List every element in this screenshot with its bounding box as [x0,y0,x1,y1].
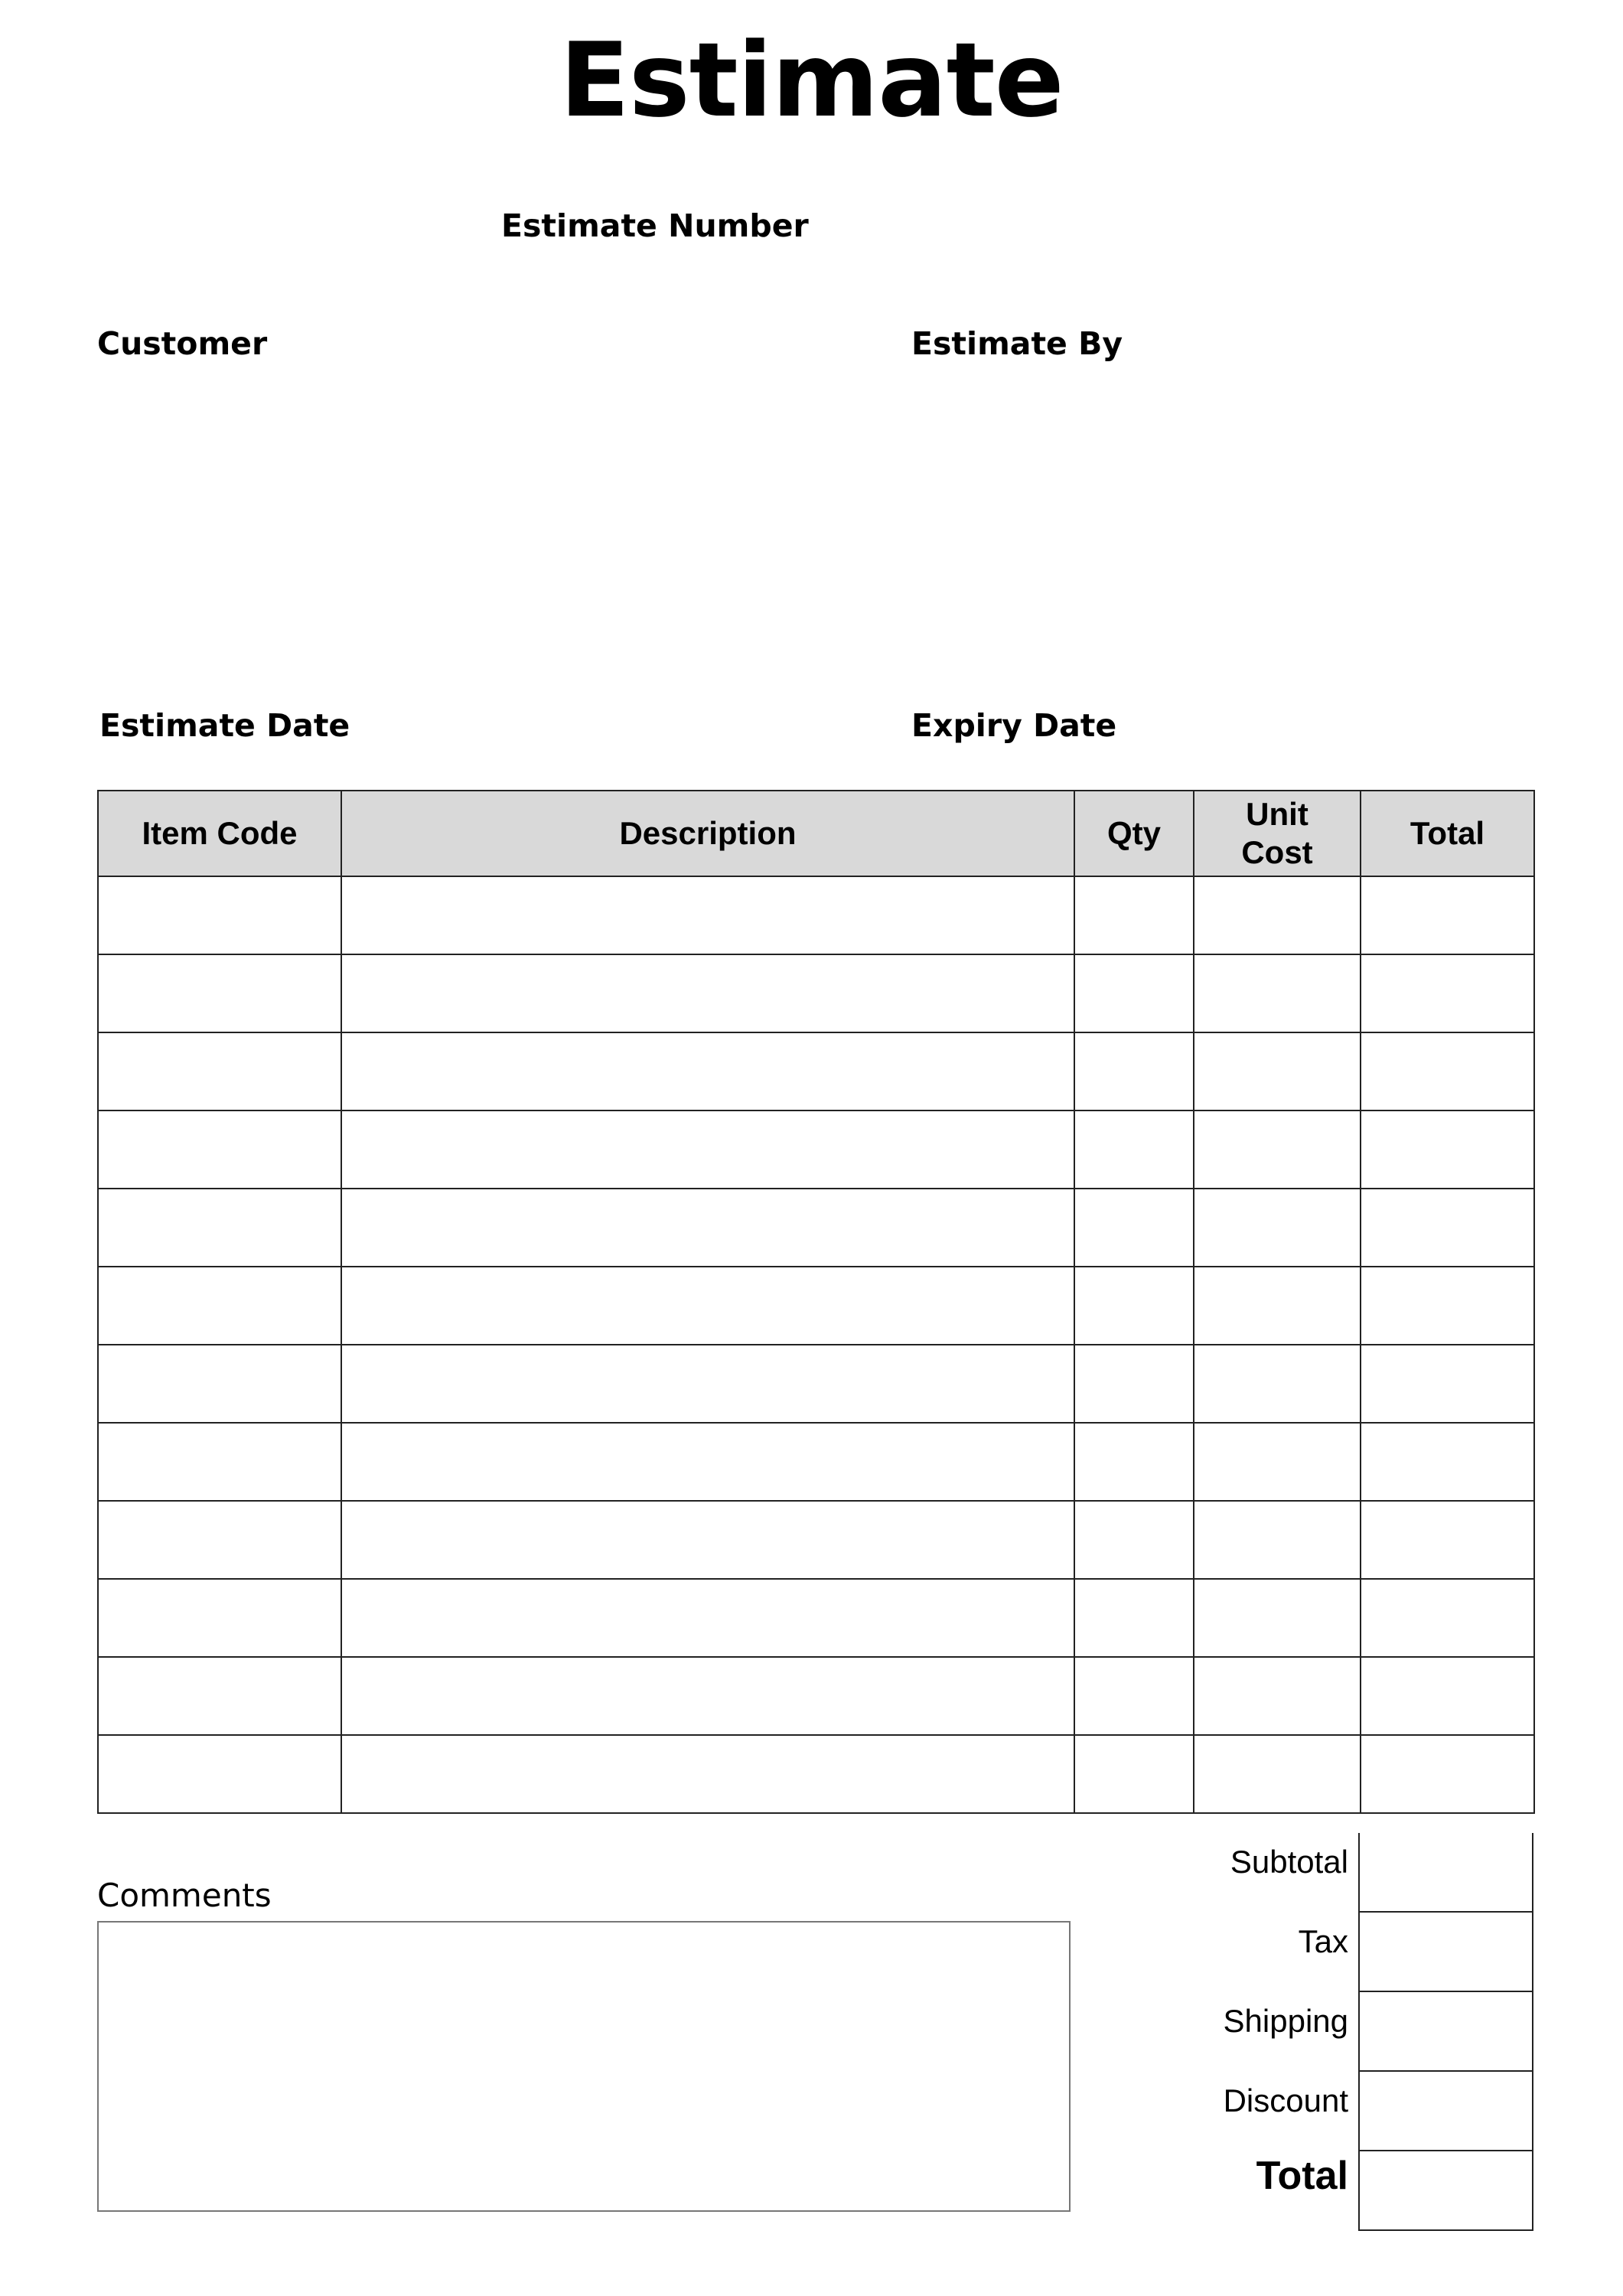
unit-cost-cell[interactable] [1194,954,1361,1032]
unit-cost-cell[interactable] [1194,1657,1361,1735]
subtotal-field[interactable] [1358,1833,1533,1913]
table-body [98,876,1534,1813]
table-row [98,876,1534,954]
grand-total-field[interactable] [1358,2151,1533,2231]
item-code-cell[interactable] [98,1423,341,1501]
item-code-cell[interactable] [98,1110,341,1189]
unit-cost-cell[interactable] [1194,1501,1361,1579]
description-cell[interactable] [341,1657,1074,1735]
description-cell[interactable] [341,1032,1074,1110]
total-cell[interactable] [1361,1735,1534,1813]
comments-label: Comments [97,1877,272,1914]
shipping-label: Shipping [1223,2003,1348,2039]
expiry-date-label: Expiry Date [911,707,1117,744]
qty-cell[interactable] [1074,1345,1194,1423]
subtotal-label: Subtotal [1230,1844,1348,1880]
qty-cell[interactable] [1074,1735,1194,1813]
total-cell[interactable] [1361,876,1534,954]
discount-field[interactable] [1358,2072,1533,2151]
tax-field[interactable] [1358,1913,1533,1992]
table-row [98,1189,1534,1267]
comments-box[interactable] [97,1921,1071,2212]
item-code-cell[interactable] [98,1032,341,1110]
description-cell[interactable] [341,1579,1074,1657]
qty-cell[interactable] [1074,954,1194,1032]
total-cell[interactable] [1361,1423,1534,1501]
grand-total-label: Total [1256,2154,1348,2198]
item-code-cell[interactable] [98,1657,341,1735]
item-code-cell[interactable] [98,1501,341,1579]
tax-label: Tax [1298,1923,1348,1959]
unit-cost-header [1194,791,1361,876]
description-header: Description [341,791,1074,876]
total-cell[interactable] [1361,1032,1534,1110]
table-row [98,1423,1534,1501]
total-header: Total [1361,791,1534,876]
description-cell[interactable] [341,1735,1074,1813]
unit-cost-cell[interactable] [1194,1423,1361,1501]
item-code-cell[interactable] [98,1735,341,1813]
item-code-cell[interactable] [98,1267,341,1345]
unit-cost-cell[interactable] [1194,1110,1361,1189]
table-row [98,1110,1534,1189]
shipping-field[interactable] [1358,1992,1533,2072]
unit-cost-cell[interactable] [1194,1267,1361,1345]
total-cell[interactable] [1361,1267,1534,1345]
description-cell[interactable] [341,954,1074,1032]
line-items-table [97,790,1535,1814]
total-cell[interactable] [1361,954,1534,1032]
table-row [98,1032,1534,1110]
total-cell[interactable] [1361,1501,1534,1579]
qty-cell[interactable] [1074,1032,1194,1110]
total-cell[interactable] [1361,1189,1534,1267]
item-code-cell[interactable] [98,1345,341,1423]
unit-cost-cell[interactable] [1194,1189,1361,1267]
qty-cell[interactable] [1074,876,1194,954]
unit-cost-header-line1: Unit [1246,796,1309,832]
description-cell[interactable] [341,1345,1074,1423]
qty-cell[interactable] [1074,1110,1194,1189]
qty-cell[interactable] [1074,1579,1194,1657]
item-code-cell[interactable] [98,1189,341,1267]
item-code-cell[interactable] [98,954,341,1032]
qty-cell[interactable] [1074,1189,1194,1267]
qty-cell[interactable] [1074,1501,1194,1579]
item-code-cell[interactable] [98,876,341,954]
page-title: Estimate [559,21,1064,140]
qty-cell[interactable] [1074,1267,1194,1345]
qty-header: Qty [1074,791,1194,876]
customer-label: Customer [97,325,268,362]
unit-cost-header-line2: Cost [1241,834,1313,870]
unit-cost-cell[interactable] [1194,876,1361,954]
description-cell[interactable] [341,1189,1074,1267]
table-row [98,1345,1534,1423]
description-cell[interactable] [341,1423,1074,1501]
table-row [98,1735,1534,1813]
estimate-number-label: Estimate Number [501,207,809,244]
item-code-header: Item Code [98,791,341,876]
item-code-cell[interactable] [98,1579,341,1657]
discount-label: Discount [1223,2082,1348,2118]
total-cell[interactable] [1361,1657,1534,1735]
unit-cost-cell[interactable] [1194,1345,1361,1423]
table-header-row [98,791,1534,876]
total-cell[interactable] [1361,1579,1534,1657]
description-cell[interactable] [341,1267,1074,1345]
estimate-date-label: Estimate Date [99,707,350,744]
unit-cost-cell[interactable] [1194,1735,1361,1813]
table-row [98,1657,1534,1735]
description-cell[interactable] [341,876,1074,954]
description-cell[interactable] [341,1501,1074,1579]
total-cell[interactable] [1361,1110,1534,1189]
table-row [98,954,1534,1032]
unit-cost-cell[interactable] [1194,1579,1361,1657]
qty-cell[interactable] [1074,1423,1194,1501]
unit-cost-cell[interactable] [1194,1032,1361,1110]
description-cell[interactable] [341,1110,1074,1189]
table-row [98,1579,1534,1657]
table-row [98,1267,1534,1345]
estimate-by-label: Estimate By [911,325,1123,362]
table-row [98,1501,1534,1579]
qty-cell[interactable] [1074,1657,1194,1735]
total-cell[interactable] [1361,1345,1534,1423]
